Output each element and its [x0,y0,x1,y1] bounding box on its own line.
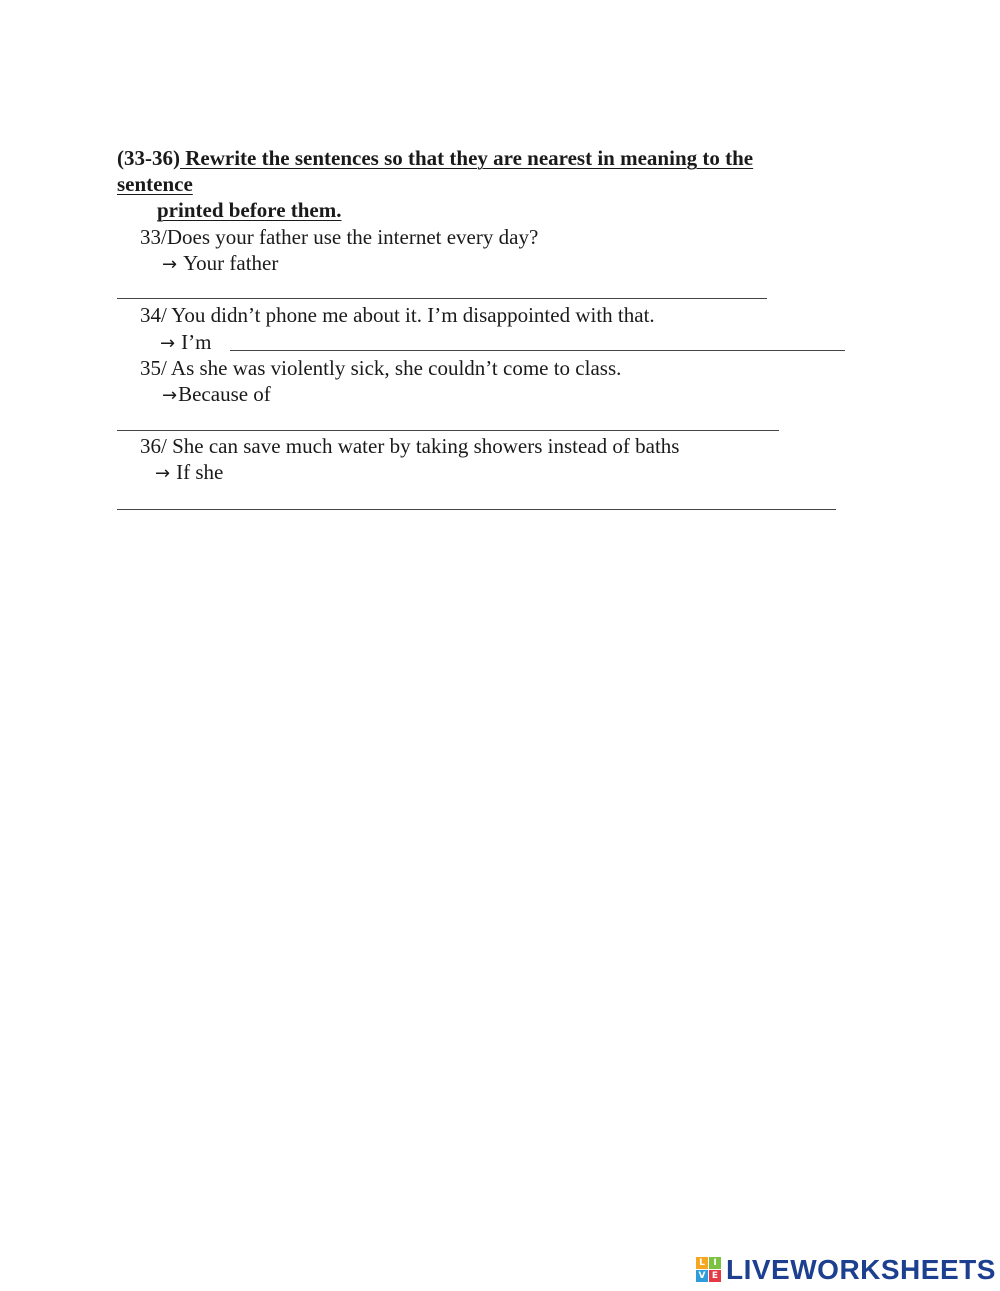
question-35-starter-line [162,381,271,409]
logo-block-i: I [709,1257,721,1269]
arrow-right-icon: → [155,463,171,484]
liveworksheets-logo-text: LIVEWORKSHEETS [726,1254,996,1285]
question-35-starter: Because of [178,382,271,406]
question-35-prompt: 35/ As she was violently sick, she couldn’t come to class. [140,356,622,380]
instruction-heading [117,145,753,171]
logo-block-e: E [709,1270,721,1282]
instruction-text-line1: Rewrite the sentences so that they are nearest in meaning to the [179,146,754,170]
question-33-answer-blank[interactable] [117,298,767,299]
question-34-prompt: 34/ You didn’t phone me about it. I’m disappointed with that. [140,303,655,327]
question-33-prompt: 33/Does your father use the internet every day? [140,225,539,249]
instruction-text-line3-wrap [157,197,342,223]
logo-block-l: L [696,1257,708,1269]
instruction-text-line2: sentence [117,172,193,196]
question-34-answer-blank[interactable] [230,350,845,351]
instruction-range-label: (33-36) [117,146,180,170]
instruction-text-line3: printed before them. [157,198,342,222]
logo-block-v: V [696,1270,708,1282]
question-34-starter-line [160,329,211,357]
question-36-starter-line [155,459,223,487]
question-33-starter: Your father [183,251,279,275]
liveworksheets-logo [696,1255,996,1285]
question-36-answer-blank[interactable] [117,509,836,510]
question-36-prompt: 36/ She can save much water by taking showers instead of baths [140,434,680,458]
arrow-right-icon: → [162,254,178,275]
question-34-starter: I’m [181,330,212,354]
question-36-starter: If she [176,460,224,484]
arrow-right-icon: → [162,385,178,406]
liveworksheets-logo-icon [696,1257,724,1283]
arrow-right-icon: → [160,333,176,354]
question-35-answer-blank[interactable] [117,430,779,431]
question-33-starter-line [162,250,278,278]
